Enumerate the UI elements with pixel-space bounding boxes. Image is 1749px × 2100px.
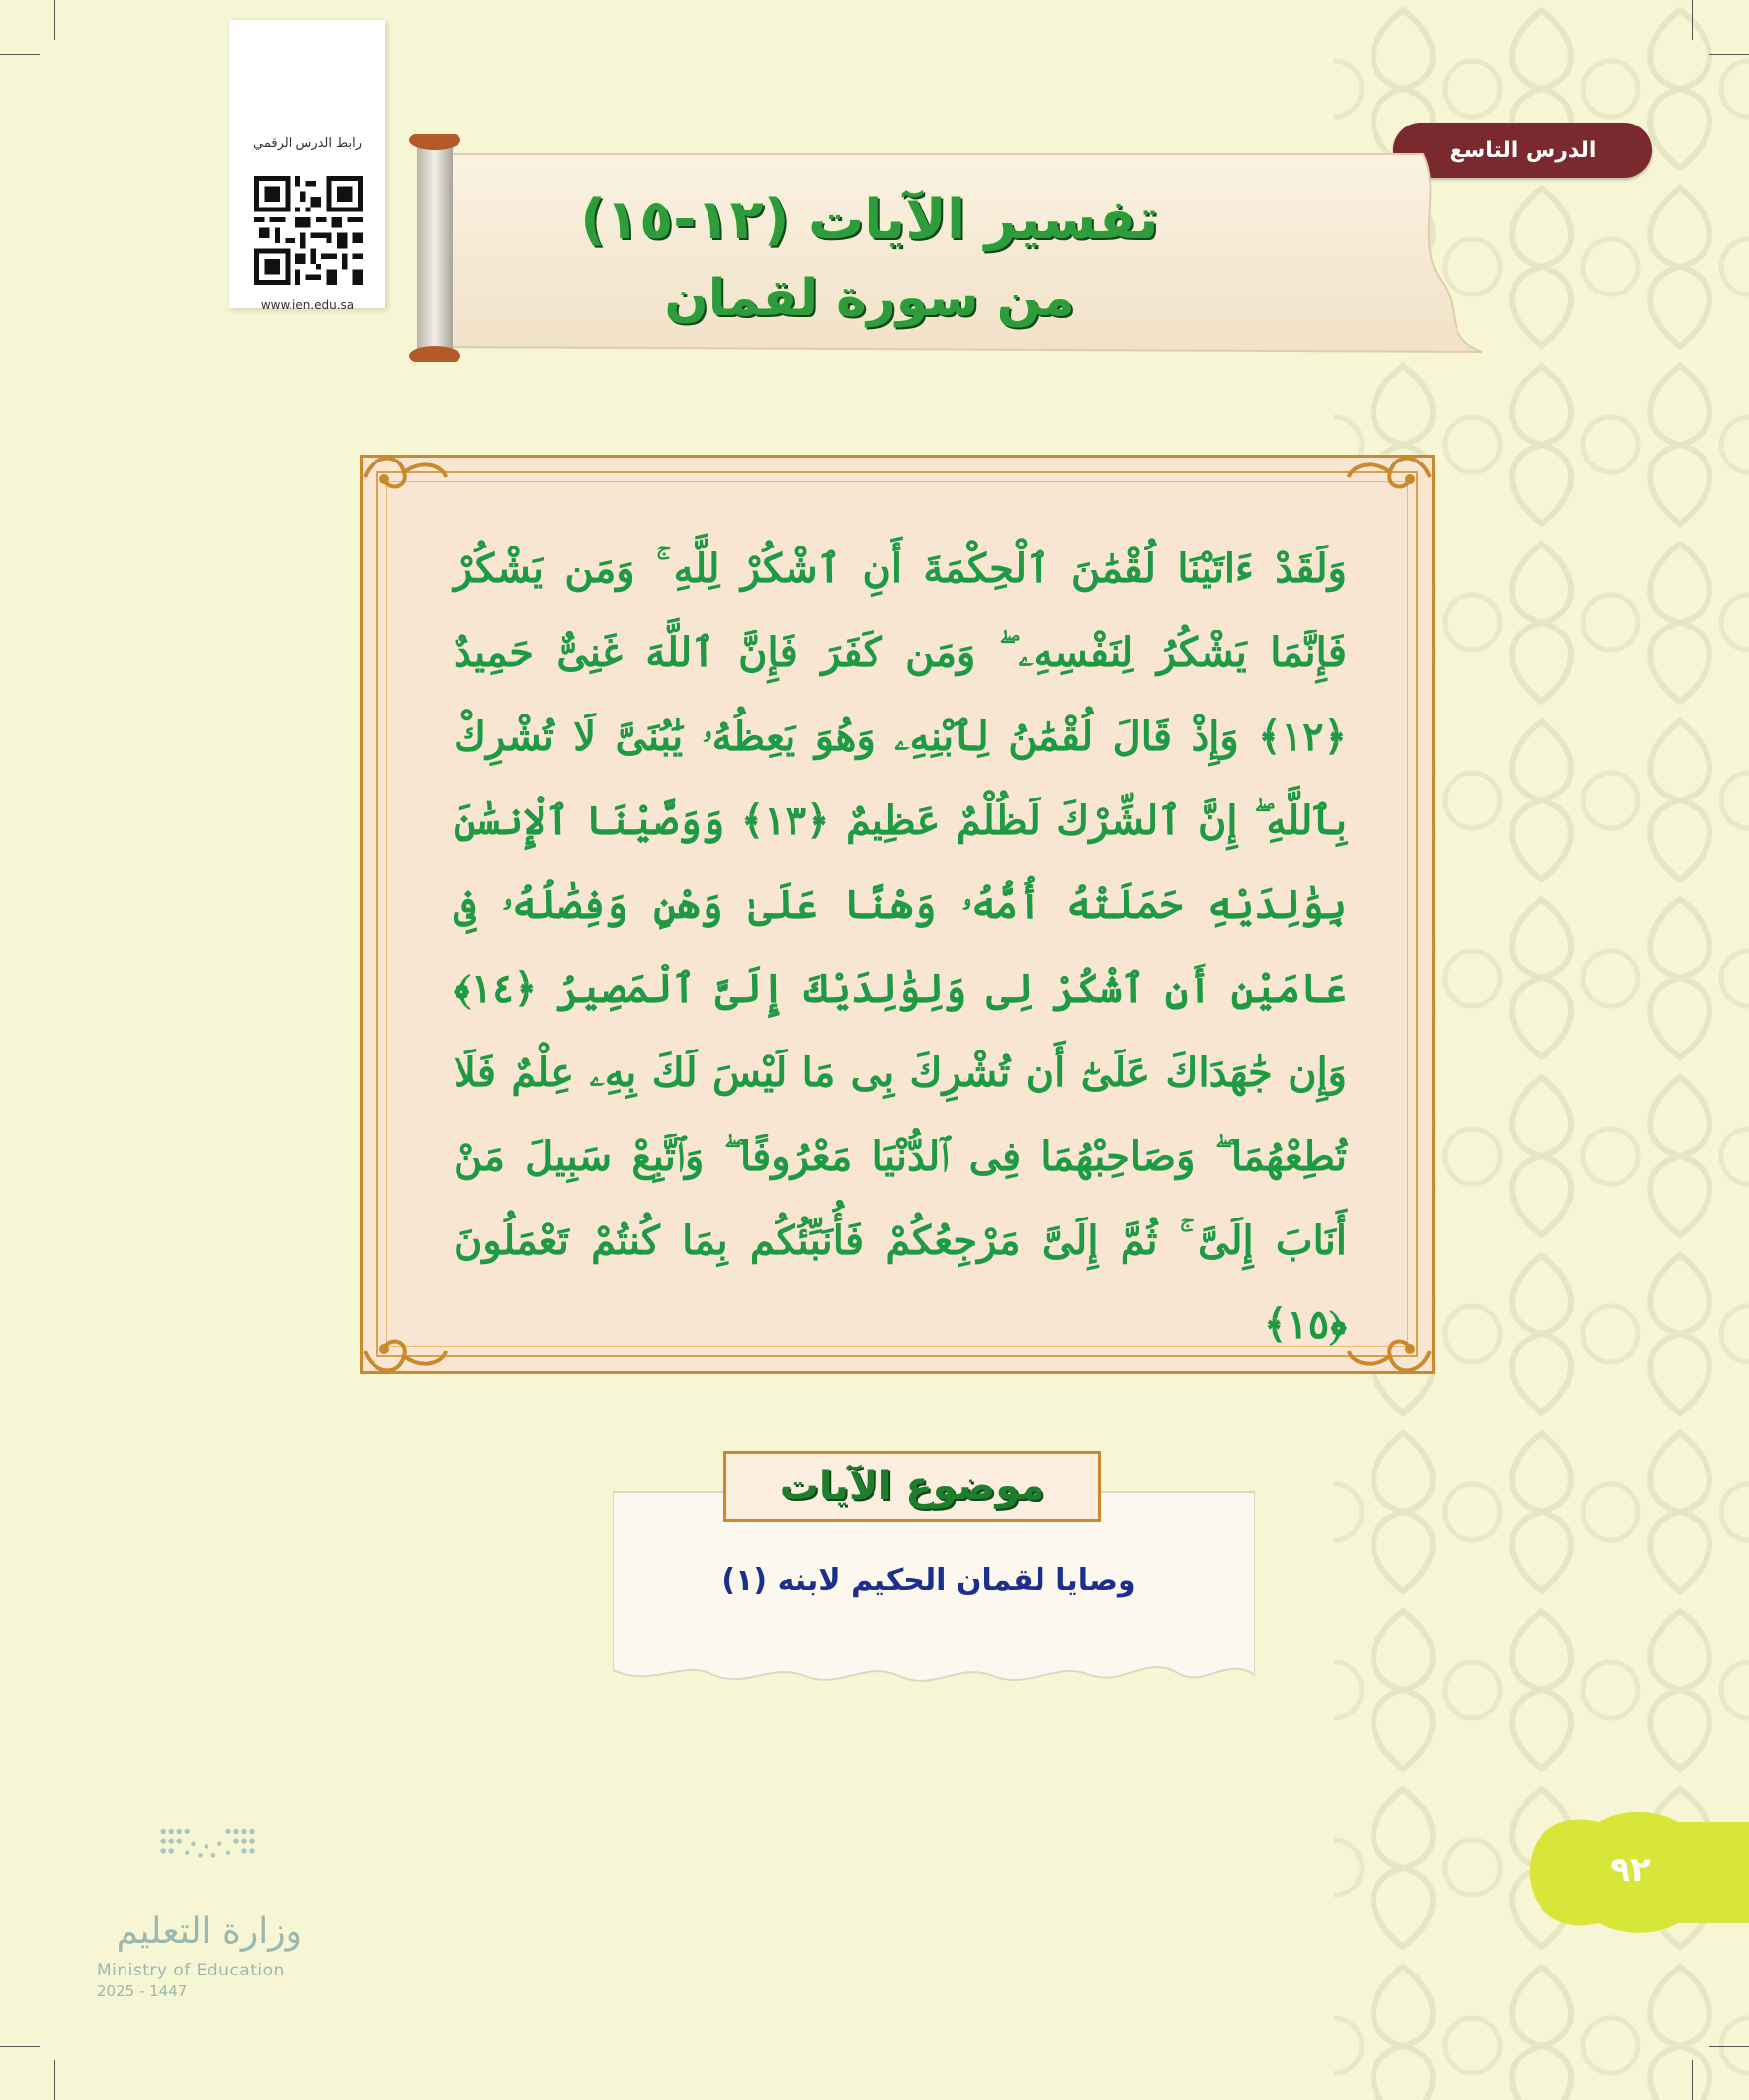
crop-mark [54, 0, 55, 40]
crop-mark [1709, 54, 1749, 55]
ministry-name-en: Ministry of Education [97, 1961, 285, 1980]
qr-card[interactable] [229, 20, 385, 312]
crop-mark [1692, 2060, 1693, 2100]
corner-ornament-icon [1345, 448, 1440, 507]
qr-caption: رابط الدرس الرقمي [253, 136, 362, 151]
page-number: ٩٢ [1610, 1850, 1651, 1890]
crop-mark [1709, 2046, 1749, 2047]
topic-box [613, 1453, 1255, 1700]
corner-ornament-icon [355, 448, 450, 507]
crop-mark [1692, 0, 1693, 40]
topic-text: وصايا لقمان الحكيم لابنه (١) [721, 1563, 1136, 1598]
lesson-badge: الدرس التاسع [1393, 123, 1652, 178]
ministry-year: 2025 - 1447 [97, 1982, 188, 2000]
ministry-logo-icon [95, 1826, 322, 1905]
qr-code-icon[interactable] [254, 176, 363, 285]
crop-mark [54, 2060, 55, 2100]
page-title: تفسير الآيات (١٢-١٥) [580, 188, 1159, 252]
corner-ornament-icon [355, 1321, 450, 1381]
verse-frame [360, 455, 1435, 1374]
crop-mark [0, 2046, 40, 2047]
topic-label: موضوع الآيات [723, 1451, 1101, 1522]
corner-ornament-icon [1345, 1321, 1440, 1381]
page-subtitle: من سورة لقمان [664, 269, 1075, 328]
ministry-name-ar: وزارة التعليم [116, 1911, 302, 1952]
crop-mark [0, 54, 40, 55]
qr-url[interactable]: www.ien.edu.sa [260, 298, 355, 312]
quran-verses: وَلَقَدْ ءَاتَيْنَا لُقْمَٰنَ ٱلْحِكْمَةَ أَنِ ٱشْكُرْ لِلَّهِ ۚ وَمَن يَشْكُرْ فَإِنَّمَا يَشْكُرُ لِنَفْسِهِۦ ۖ وَمَن كَفَرَ فَإِنَّ ٱللَّهَ غَنِىٌّ حَمِيدٌ ﴿١٢﴾ وَإِذْ قَالَ لُقْمَٰنُ لِٱبْنِهِۦ وَهُوَ يَعِظُهُۥ يَٰبُنَىَّ لَا تُشْرِكْ بِٱللَّهِ ۖ إِنَّ ٱلشِّرْكَ لَظُلْمٌ عَظِيمٌ ﴿١٣﴾ وَوَصَّيْنَا ٱلْإِنسَٰنَ بِوَٰلِدَيْهِ حَمَلَتْهُ أُمُّهُۥ وَهْنًا عَلَىٰ وَهْنٍ وَفِصَٰلُهُۥ فِى عَامَيْنِ أَنِ ٱشْكُرْ لِى وَلِوَٰلِدَيْكَ إِلَىَّ ٱلْمَصِيرُ ﴿١٤﴾ وَإِن جَٰهَدَاكَ عَلَىٰٓ أَن تُشْرِكَ بِى مَا لَيْسَ لَكَ بِهِۦ عِلْمٌ فَلَا تُطِعْهُمَا ۖ وَصَاحِبْهُمَا فِى ٱلدُّنْيَا مَعْرُوفًا ۖ وَٱتَّبِعْ سَبِيلَ مَنْ أَنَابَ إِلَىَّ ۚ ثُمَّ إِلَىَّ مَرْجِعُكُمْ فَأُنَبِّئُكُم بِمَا كُنتُمْ تَعْمَلُونَ ﴿١٥﴾ [454, 546, 1347, 1348]
